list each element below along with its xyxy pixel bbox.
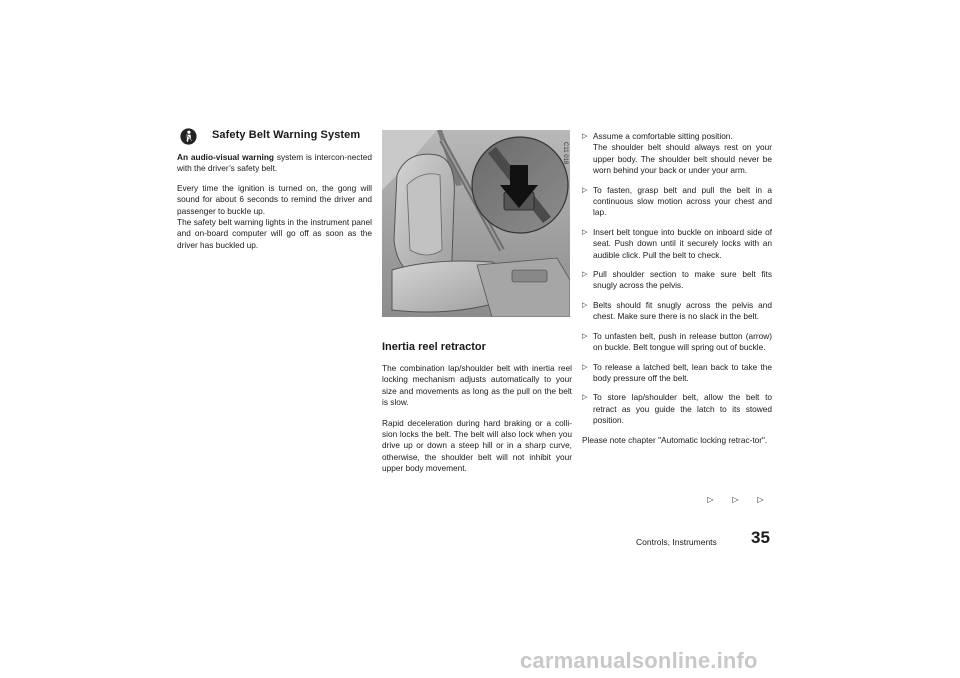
instruction-item — [582, 227, 772, 261]
instruction-item — [582, 131, 772, 177]
bullet-icon: ▷ — [582, 301, 588, 309]
lead-paragraph — [177, 152, 372, 175]
instruction-text: Pull shoulder section to make sure belt fits snugly across the pelvis. — [593, 269, 772, 291]
instruction-item — [582, 185, 772, 219]
continue-arrow-icon: ▷ — [707, 495, 714, 504]
inertia-reel-text — [382, 363, 572, 484]
instruction-item — [582, 300, 772, 323]
instruction-text: To store lap/shoulder belt, allow the belt to retract as you guide the latch to its stowed position. — [593, 392, 772, 426]
belt-warning-text — [177, 152, 372, 259]
lead-bold: An audio-visual warning — [177, 152, 274, 162]
watermark: carmanualsonline.info — [520, 648, 758, 673]
paragraph — [177, 217, 372, 251]
paragraph-lights: The safety belt warning lights in the instrument panel and on-board computer will go off as soon as the driver has buckled up. — [177, 217, 372, 250]
bullet-icon: ▷ — [582, 363, 588, 371]
seatbelt-warning-icon — [180, 128, 197, 145]
instruction-item — [582, 331, 772, 354]
paragraph-inertia-1: The combination lap/shoulder belt with inertia reel locking mechanism adjusts automatically to your size and movements as long as the pull on the belt is slow. — [382, 363, 572, 408]
instruction-item — [582, 392, 772, 426]
bullet-icon: ▷ — [582, 394, 588, 402]
chapter-note: Please note chapter "Automatic locking retrac-tor". — [582, 434, 768, 445]
instruction-text: To unfasten belt, push in release button (arrow) on buckle. Belt tongue will spring out of buckle. — [593, 330, 772, 353]
bullet-icon: ▷ — [582, 228, 588, 236]
instruction-text: Assume a comfortable sitting position. The shoulder belt should always rest on your upper body. The shoulder belt should never be worn behind your back or under your arm. — [593, 131, 772, 176]
figure-code: C11 018 — [562, 142, 568, 165]
paragraph — [177, 183, 372, 217]
seat-belt-illustration — [382, 130, 570, 317]
lead-rest: system is intercon-nected with the driver’s safety belt. — [177, 152, 372, 174]
footer-section-label: Controls, Instruments — [636, 537, 717, 547]
section-title-inertia-reel: Inertia reel retractor — [382, 341, 486, 353]
bullet-icon: ▷ — [582, 133, 588, 140]
instruction-text: Belts should fit snugly across the pelvis and chest. Make sure there is no slack in the belt. — [593, 299, 772, 322]
instruction-text: Insert belt tongue into buckle on inboard side of seat. Push down until it securely locks with an audible click. Pull the belt to check. — [593, 226, 772, 260]
instruction-item — [582, 269, 772, 292]
continued-markers — [698, 495, 780, 504]
instruction-item — [582, 362, 772, 385]
continue-arrow-icon: ▷ — [757, 495, 764, 504]
bullet-icon: ▷ — [582, 332, 588, 340]
instruction-text: To release a latched belt, lean back to take the body pressure off the belt. — [593, 361, 772, 383]
paragraph-ignition: Every time the ignition is turned on, the gong will sound for about 6 seconds to remind the driver and passenger to buckle up. — [177, 182, 372, 216]
instruction-text: To fasten, grasp belt and pull the belt in a continuous slow motion across your chest and lap. — [593, 184, 772, 218]
page-number: 35 — [751, 528, 770, 547]
paragraph-inertia-2: Rapid deceleration during hard braking or a colli-sion locks the belt. The belt will also lock when you drive up or down a steep hill or in a sharp curve, otherwise, the shoulder belt will not inhibit your upper body movement. — [382, 417, 572, 474]
bullet-icon: ▷ — [582, 271, 588, 279]
bullet-icon: ▷ — [582, 186, 588, 194]
section-title-belt-warning: Safety Belt Warning System — [212, 129, 361, 141]
continue-arrow-icon: ▷ — [732, 495, 739, 504]
belt-instructions — [582, 131, 772, 446]
